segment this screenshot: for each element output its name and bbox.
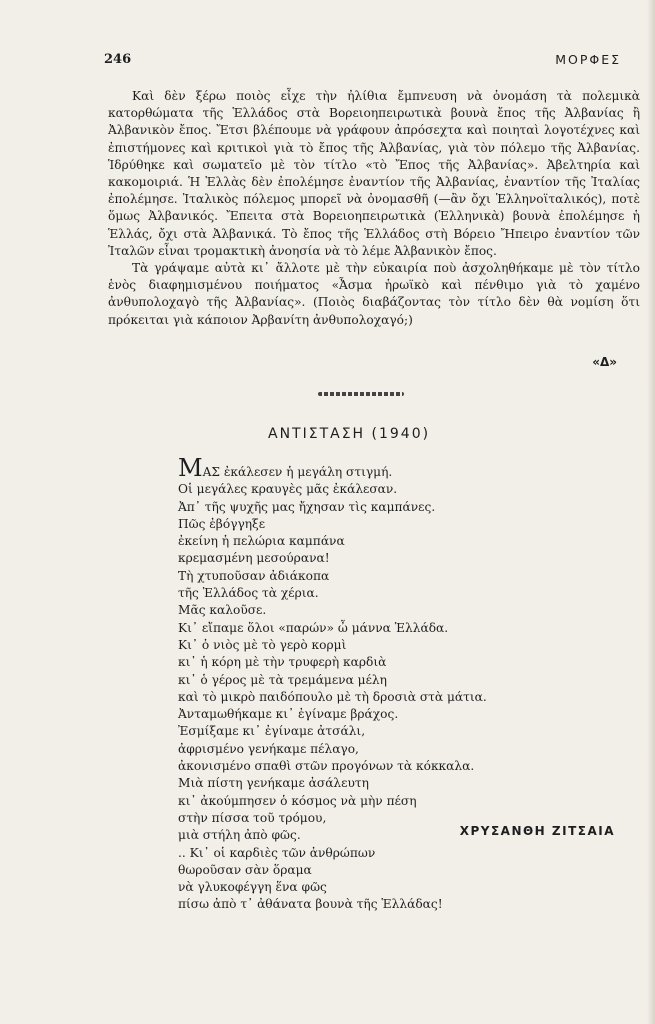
article-paragraph: Τὰ γράψαμε αὐτὰ κι᾿ ἄλλοτε μὲ τὴν εὐκαιρία ποὺ ἀσχοληθήκαμε μὲ τὸν τίτλο ἑνὸς διαφημισμένου ποιήματος «Ἆσμα ἡρωϊκὸ καὶ πένθιμο γιὰ τὸ χαμένο ἀνθυπολοχαγὸ τῆς Ἀλβανίας». (Ποιὸς διαβάζοντας τὸν τίτλο δὲν θὰ νομίση ὅτι πρόκειται γιὰ κάποιον Ἀρβανίτη ἀνθυπολοχαγό;) bbox=[108, 261, 640, 327]
page-edge-shadow bbox=[647, 0, 655, 1024]
poem-line: Μιὰ πίστη γενήκαμε ἀσάλευτη bbox=[178, 776, 369, 791]
section-separator bbox=[318, 392, 404, 396]
poem-line: θωροῦσαν σὰν ὅραμα bbox=[178, 862, 312, 877]
poem-line: μιὰ στήλη ἀπὸ φῶς. bbox=[178, 828, 301, 843]
poem-line: κι᾿ ὁ γέρος μὲ τὰ τρεμάμενα μέλη bbox=[178, 672, 387, 687]
article-paragraph: Καὶ δὲν ξέρω ποιὸς εἶχε τὴν ἠλίθια ἔμπνευση νὰ ὀνομάση τὰ πολεμικὰ κατορθώματα τῆς Ἑλλάδος στὰ Βορειοηπειρωτικὰ βουνὰ ἔπος τῆς Ἀλβανίας ἢ Ἀλβανικὸν ἔπος. Ἔτσι βλέπουμε νὰ γράφουν ἀπρόσεχτα καὶ ποιηταὶ λογοτέχνες καὶ ἐπιστήμονες καὶ κριτικοὶ γιὰ τὸ ἔπος τῆς Ἀλβανίας, γιὰ τὸν πόλεμο τῆς Ἀλβανίας. Ἱδρύθηκε καὶ σωματεῖο μὲ τὸν τίτλο «τὸ Ἔπος τῆς Ἀλβανίας». Ἀβελτηρία καὶ κακομοιριά. Ἡ Ἑλλὰς δὲν ἐπολέμησε ἐναντίον τῆς Ἀλβανίας, ἐναντίον τῆς Ἰταλίας ἐπολέμησε. Ἰταλικὸς πόλεμος μπορεῖ νὰ ὀνομασθῆ (—ἂν ὄχι Ἑλληνοϊταλικός), ποτὲ ὅμως Ἀλβανικός. Ἔπειτα στὰ Βορειοηπειρωτικὰ (Ἑλληνικὰ) βουνὰ ἐπολέμησε ἡ Ἑλλάς, ὄχι στὰ Ἀλβανικά. Τὸ ἔπος τῆς Ἑλλάδος στὴ Βόρειο Ἤπειρο ἐναντίον τῶν Ἰταλῶν εἶναι τρομακτικὴ ἀνοησία νὰ τὸ λέμε Ἀλβανικὸν ἔπος. bbox=[108, 89, 640, 258]
poem-line: Μᾶς καλοῦσε. bbox=[178, 603, 267, 618]
poem-line: ἐκείνη ἡ πελώρια καμπάνα bbox=[178, 534, 345, 549]
poem-line: Κι᾿ εἴπαμε ὅλοι «παρών» ὦ μάννα Ἑλλάδα. bbox=[178, 620, 449, 635]
poem-line: κρεμασμένη μεσούρανα! bbox=[178, 551, 330, 566]
poem-body bbox=[178, 454, 618, 914]
poem-line: τῆς Ἑλλάδος τὰ χέρια. bbox=[178, 586, 319, 601]
article-signature: «Δ» bbox=[592, 355, 617, 369]
poem-title: ΑΝΤΙΣΤΑΣΗ (1940) bbox=[268, 426, 431, 442]
poem-line: στὴν πίσσα τοῦ τρόμου, bbox=[178, 810, 327, 825]
poem-line: νὰ γλυκοφέγγη ἕνα φῶς bbox=[178, 880, 327, 895]
poem-line: Ἀπ᾿ τῆς ψυχῆς μας ἤχησαν τὶς καμπάνες. bbox=[178, 499, 436, 514]
poem-line: Ἐσμίξαμε κι᾿ ἐγίναμε ἀτσάλι, bbox=[178, 724, 366, 739]
poem-line: πίσω ἀπὸ τ᾿ ἀθάνατα βουνὰ τῆς Ἑλλάδας! bbox=[178, 897, 443, 912]
poem-line: Ἀνταμωθήκαμε κι᾿ ἐγίναμε βράχος. bbox=[178, 707, 399, 722]
poem-line: Πῶς ἐβόγγηξε bbox=[178, 516, 266, 531]
poem-line: ΜΑΣ ἐκάλεσεν ἡ μεγάλη στιγμή. bbox=[178, 454, 393, 482]
poem-line: καὶ τὸ μικρὸ παιδόπουλο μὲ τὴ δροσιὰ στὰ μάτια. bbox=[178, 689, 487, 704]
running-head: ΜΟΡΦΕΣ bbox=[555, 52, 621, 67]
poem-line: ἀφρισμένο γενήκαμε πέλαγο, bbox=[178, 741, 359, 756]
poem-line: Οἱ μεγάλες κραυγὲς μᾶς ἐκάλεσαν. bbox=[178, 482, 398, 497]
poem-line: κι᾿ ἡ κόρη μὲ τὴν τρυφερὴ καρδιὰ bbox=[178, 655, 387, 670]
poem-line: Τὴ χτυποῦσαν ἀδιάκοπα bbox=[178, 568, 330, 583]
article-text bbox=[108, 88, 640, 329]
poem-line: ἀκονισμένο σπαθὶ στῶν προγόνων τὰ κόκκαλα. bbox=[178, 759, 475, 774]
poem-line: Κι᾿ ὁ νιὸς μὲ τὸ γερὸ κορμὶ bbox=[178, 637, 347, 652]
poem-line: .. Κι᾿ οἱ καρδιὲς τῶν ἀνθρώπων bbox=[178, 845, 376, 860]
poem-author: ΧΡΥΣΑΝΘΗ ΖΙΤΣΑΙΑ bbox=[459, 824, 615, 838]
poem-line: κι᾿ ἀκούμπησεν ὁ κόσμος νὰ μὴν πέση bbox=[178, 793, 417, 808]
page-number: 246 bbox=[104, 52, 132, 67]
